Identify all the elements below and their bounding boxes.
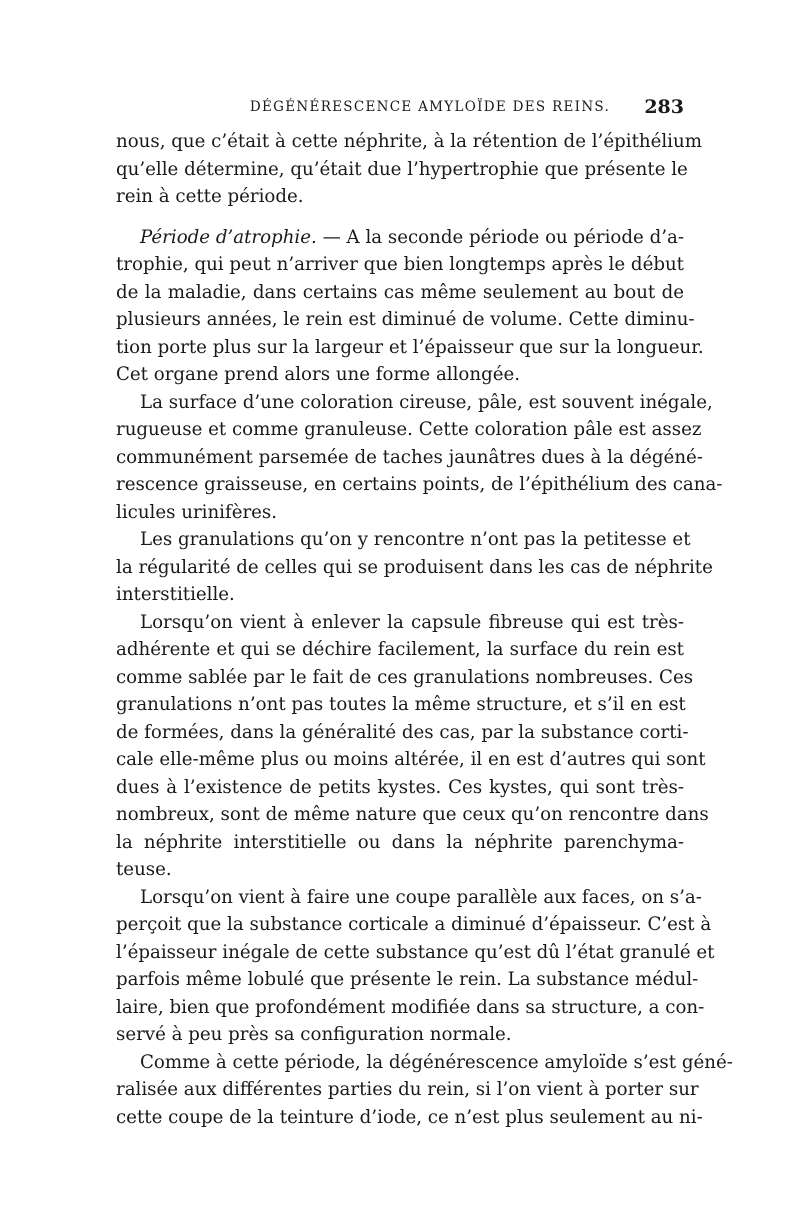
paragraph [116, 609, 709, 884]
text-line: plusieurs années, le rein est diminué de volume. Cette diminu- [116, 309, 695, 330]
text-line: tion porte plus sur la largeur et l’épaisseur que sur la longueur. [116, 336, 704, 358]
text-line: Comme à cette période, la dégénérescence amyloïde s’est géné- [140, 1051, 733, 1073]
text-line: l’épaisseur inégale de cette substance qu’est dû l’état granulé et [116, 941, 715, 963]
page-number: 283 [644, 96, 684, 118]
paragraph [116, 389, 723, 527]
paragraph [116, 526, 713, 609]
text-line: cale elle-même plus ou moins altérée, il en est d’autres qui sont [116, 749, 706, 770]
paragraph [116, 224, 704, 389]
text-line: rein à cette période. [116, 186, 304, 207]
text-line: comme sablée par le fait de ces granulations nombreuses. Ces [116, 666, 694, 688]
paragraph [116, 884, 715, 1049]
text-line: dues à l’existence de petits kystes. Ces kystes, qui sont très- [116, 776, 684, 798]
text-line: cette coupe de la teinture d’iode, ce n’est plus seulement au ni- [116, 1106, 703, 1128]
text-line: laire, bien que profondément modifiée dans sa structure, a con- [116, 996, 705, 1018]
text-line: nous, que c’était à cette néphrite, à la rétention de l’épithélium [116, 131, 702, 152]
text-line: perçoit que la substance corticale a diminué d’épaisseur. C’est à [116, 914, 712, 935]
text-line: adhérente et qui se déchire facilement, la surface du rein est [116, 639, 684, 660]
body-text [116, 128, 733, 1131]
text-line: interstitielle. [116, 584, 235, 605]
text-line: Les granulations qu’on y rencontre n’ont pas la petitesse et [140, 529, 691, 550]
text-line: la néphrite interstitielle ou dans la néphrite parenchyma- [116, 831, 684, 853]
text-line: de la maladie, dans certains cas même seulement au bout de [116, 281, 684, 303]
text-line: granulations n’ont pas toutes la même structure, et s’il en est [116, 694, 686, 715]
text-line: licules urinifères. [116, 501, 278, 523]
text-line: Cet organe prend alors une forme allongée. [116, 364, 521, 385]
text-line: trophie, qui peut n’arriver que bien longtemps après le début [116, 254, 684, 275]
text-line [116, 224, 684, 252]
section-heading: Période d’atrophie. [140, 226, 317, 248]
text-line: parfois même lobulé que présente le rein. La substance médul- [116, 969, 699, 990]
text-line: La surface d’une coloration cireuse, pâle, est souvent inégale, [140, 391, 713, 413]
text-line: de formées, dans la généralité des cas, par la substance corti- [116, 721, 689, 743]
text-run: — A la seconde période ou période d’a- [316, 226, 684, 248]
text-line: teuse. [116, 859, 172, 880]
text-line: qu’elle détermine, qu’était due l’hypertrophie que présente le [116, 158, 688, 180]
text-line: Lorsqu’on vient à faire une coupe parallèle aux faces, on s’a- [140, 886, 702, 908]
text-line: Lorsqu’on vient à enlever la capsule fibreuse qui est très- [140, 611, 684, 633]
text-line: servé à peu près sa configuration normale. [116, 1024, 512, 1045]
text-line: rugueuse et comme granuleuse. Cette coloration pâle est assez [116, 419, 702, 440]
text-line: la régularité de celles qui se produisent dans les cas de néphrite [116, 556, 713, 578]
running-head [116, 96, 684, 124]
text-line: nombreux, sont de même nature que ceux qu’on rencontre dans [116, 804, 709, 825]
running-title: DÉGÉNÉRESCENCE AMYLOÏDE DES REINS. [249, 99, 611, 115]
text-line: ralisée aux différentes parties du rein, si l’on vient à porter sur [116, 1079, 699, 1100]
paragraph [116, 1049, 733, 1132]
text-line: rescence graisseuse, en certains points, de l’épithélium des cana- [116, 474, 723, 495]
paragraph [116, 128, 702, 211]
text-line: communément parsemée de taches jaunâtres dues à la dégéné- [116, 446, 703, 468]
